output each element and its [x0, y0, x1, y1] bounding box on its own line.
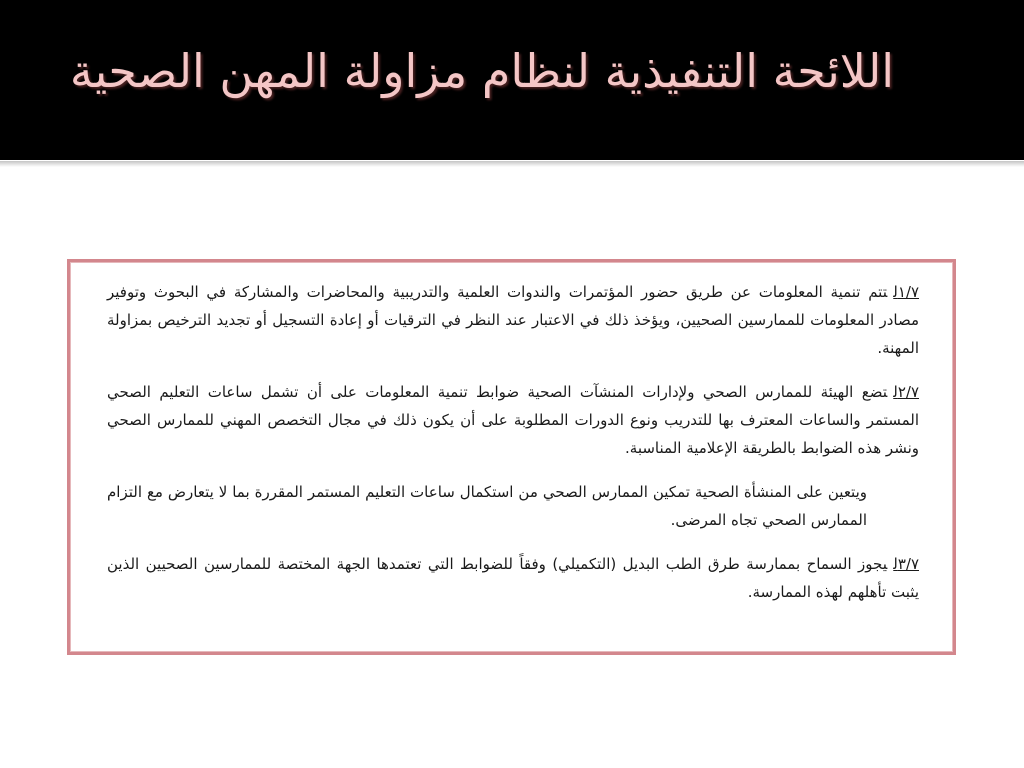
content-box [67, 259, 956, 655]
clause-number: ٢/٧ل [893, 383, 919, 401]
clause-3 [107, 550, 919, 606]
clause-text: يجوز السماح بممارسة طرق الطب البديل (التكميلي) وفقاً للضوابط التي تعتمدها الجهة المختصة للممارسين الصحيين الذين يثبت تأهلهم لهذه الممارسة. [107, 555, 919, 601]
clause-text: تضع الهيئة للممارس الصحي ولإدارات المنشآت الصحية ضوابط تنمية المعلومات على أن تشمل ساعات التعليم الصحي المستمر والساعات المعترف بها للتدريب ونوع الدورات المطلوبة على أن يكون ذلك في مجال التخصص المهني للممارس الصحي ونشر هذه الضوابط بالطريقة الإعلامية المناسبة. [107, 383, 919, 457]
title-band [0, 0, 1024, 160]
title-divider [0, 161, 1024, 167]
clause-2 [107, 378, 919, 462]
clause-text: تتم تنمية المعلومات عن طريق حضور المؤتمرات والندوات العلمية والتدريبية والمحاضرات والمشاركة في البحوث وتوفير مصادر المعلومات للممارسين الصحيين، ويؤخذ ذلك في الاعتبار عند النظر في الترقيات أو إعادة التسجيل أو تجديد الترخيص بمزاولة المهنة. [107, 283, 919, 357]
clause-number: ١/٧ل [893, 283, 919, 301]
slide-title: اللائحة التنفيذية لنظام مزاولة المهن الصحية [69, 44, 894, 98]
clause-text: ويتعين على المنشأة الصحية تمكين الممارس الصحي من استكمال ساعات التعليم المستمر المقررة بما لا يتعارض مع التزام الممارس الصحي تجاه المرضى. [107, 483, 867, 529]
clause-number: ٣/٧ل [893, 555, 919, 573]
clause-1 [107, 278, 919, 362]
clause-2-continuation [107, 478, 867, 534]
clause-list [107, 278, 919, 622]
